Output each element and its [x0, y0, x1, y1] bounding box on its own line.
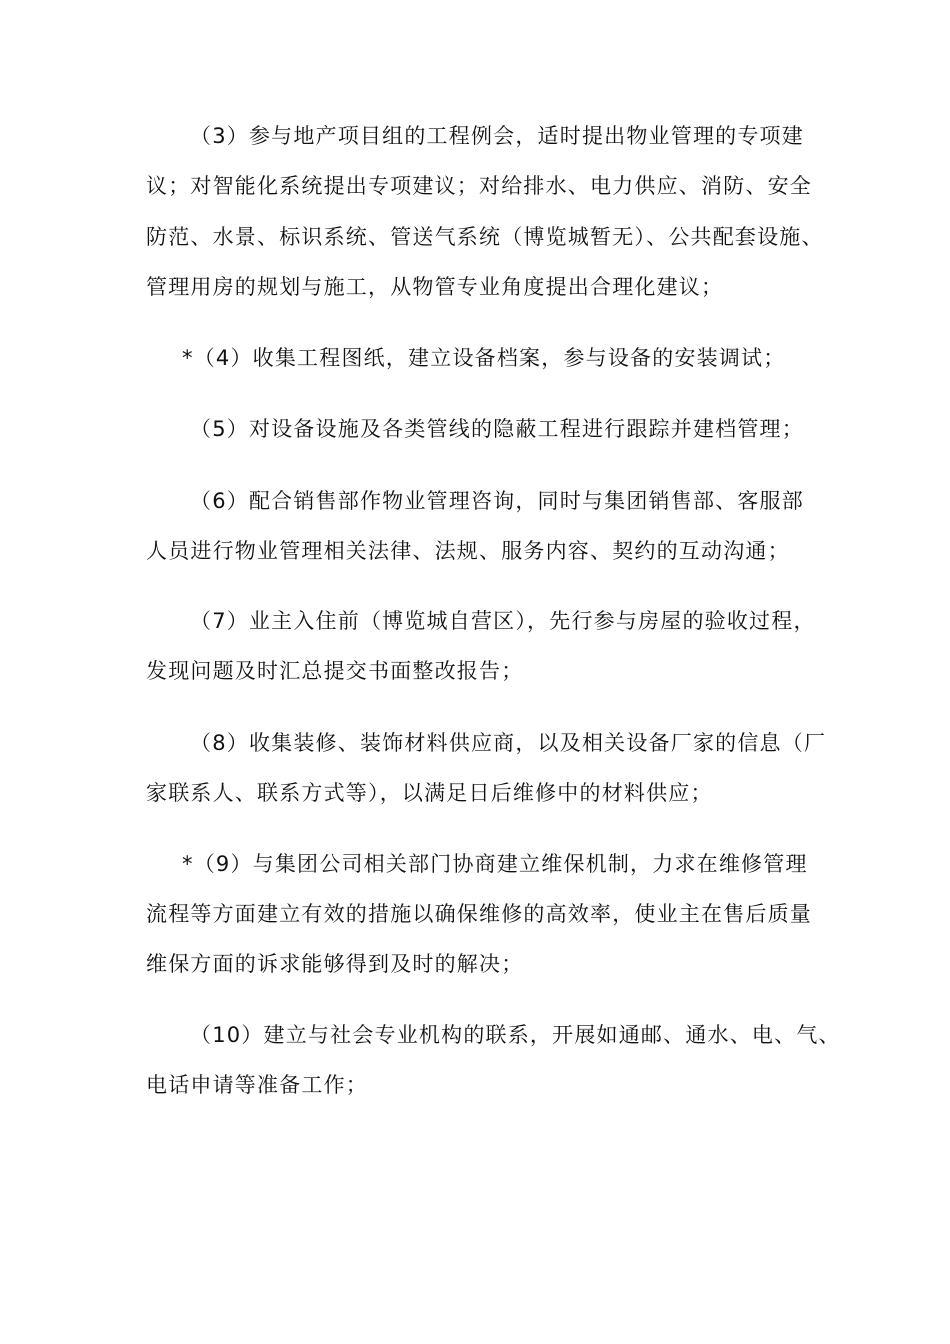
item-9-line-3: 维保方面的诉求能够得到及时的解决； [146, 952, 524, 976]
item-8-line-2: 家联系人、联系方式等），以满足日后维修中的材料供应； [146, 781, 713, 805]
item-3-line-4: 管理用房的规划与施工，从物管专业角度提出合理化建议； [146, 275, 724, 299]
item-7-line-1: （7）业主入住前（博览城自营区），先行参与房屋的验收过程， [190, 609, 816, 633]
item-6-line-1: （6）配合销售部作物业管理咨询，同时与集团销售部、客服部 [190, 489, 804, 513]
item-8-line-1: （8）收集装修、装饰材料供应商，以及相关设备厂家的信息（厂 [190, 731, 827, 755]
item-10-line-2: 电话申请等准备工作； [146, 1073, 368, 1097]
item-5-line-1: （5）对设备设施及各类管线的隐蔽工程进行跟踪并建档管理； [190, 417, 804, 441]
item-3-line-2: 议；对智能化系统提出专项建议；对给排水、电力供应、消防、安全 [146, 174, 812, 198]
item-3-line-3: 防范、水景、标识系统、管送气系统（博览城暂无）、公共配套设施、 [146, 225, 824, 249]
item-7-line-2: 发现问题及时汇总提交书面整改报告； [146, 659, 524, 683]
item-6-line-2: 人员进行物业管理相关法律、法规、服务内容、契约的互动沟通； [146, 539, 790, 563]
item-3-line-1: （3）参与地产项目组的工程例会，适时提出物业管理的专项建 [190, 124, 804, 148]
item-9-line-1: *（9）与集团公司相关部门协商建立维保机制，力求在维修管理 [182, 852, 808, 876]
item-10-line-1: （10）建立与社会专业机构的联系，开展如通邮、通水、电、气、 [190, 1023, 841, 1047]
item-4-line-1: *（4）收集工程图纸，建立设备档案，参与设备的安装调试； [182, 346, 786, 370]
item-9-line-2: 流程等方面建立有效的措施以确保维修的高效率，使业主在售后质量 [146, 902, 812, 926]
